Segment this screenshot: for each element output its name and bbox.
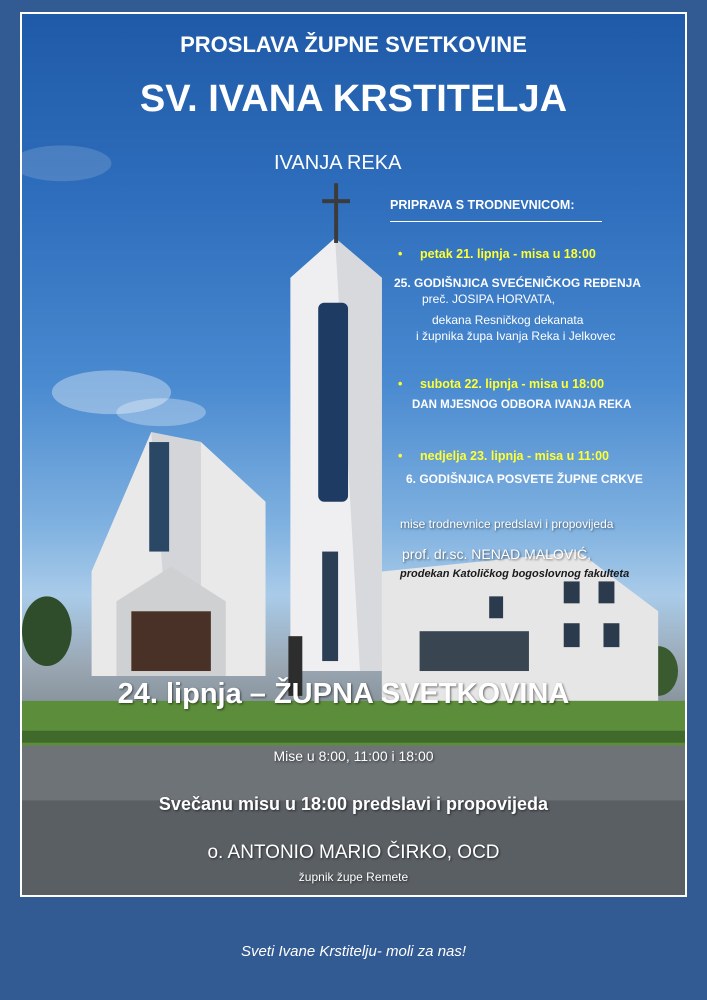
presider-name: prof. dr.sc. NENAD MALOVIĆ, [402,546,592,562]
cross-horizontal [322,199,350,203]
bell-tower-lower-window [322,552,338,662]
solemn-mass: Svečanu misu u 18:00 predslavi i propovijeda [158,794,549,814]
bell-tower-window [318,303,348,502]
day2-mass: • subota 22. lipnja - misa u 18:00 [420,377,604,391]
feast-title: 24. lipnja – ŽUPNA SVETKOVINA [117,678,570,710]
tree [22,596,72,666]
presider-intro: mise trodnevnice predslavi i propovijeda [400,517,614,531]
feast-masses: Mise u 8:00, 11:00 i 18:00 [273,748,434,764]
window [603,623,619,647]
day1-note: i župnika župa Ivanja Reka i Jelkovec [416,329,616,343]
window [489,596,503,618]
hedge [22,731,685,743]
church-left-window [149,442,169,552]
celebrant-role: župnik župe Remete [298,870,409,884]
window [599,581,615,603]
day3-mass: • nedjelja 23. lipnja - misa u 11:00 [420,449,609,463]
celebrant-name: o. ANTONIO MARIO ČIRKO, OCD [207,842,500,863]
cloud [116,398,205,426]
header-line1: PROSLAVA ŽUPNE SVETKOVINE [180,32,527,57]
day1-mass: • petak 21. lipnja - misa u 18:00 [420,247,596,261]
program-heading-rule [390,221,602,222]
day1-note: dekana Resničkog dekanata [432,313,584,327]
day1-note: preč. JOSIPA HORVATA, [422,292,555,306]
church-door [131,611,211,671]
cloud [22,145,111,181]
program-heading: PRIPRAVA S TRODNEVNICOM: [390,198,575,212]
cross-vertical [334,183,338,243]
window [564,623,580,647]
window [564,581,580,603]
window [420,631,529,671]
place-name: IVANJA REKA [274,152,402,174]
header-line2: SV. IVANA KRSTITELJA [139,78,568,120]
poster [20,12,687,897]
closing-prayer: Sveti Ivane Krstitelju- moli za nas! [240,943,467,960]
presider-title: prodekan Katoličkog bogoslovnog fakulteta [400,568,630,580]
day2-note: DAN MJESNOG ODBORA IVANJA REKA [412,399,632,411]
day1-note: 25. GODIŠNJICA SVEĆENIČKOG REĐENJA [394,276,641,290]
day3-note: 6. GODIŠNJICA POSVETE ŽUPNE CRKVE [406,472,643,486]
